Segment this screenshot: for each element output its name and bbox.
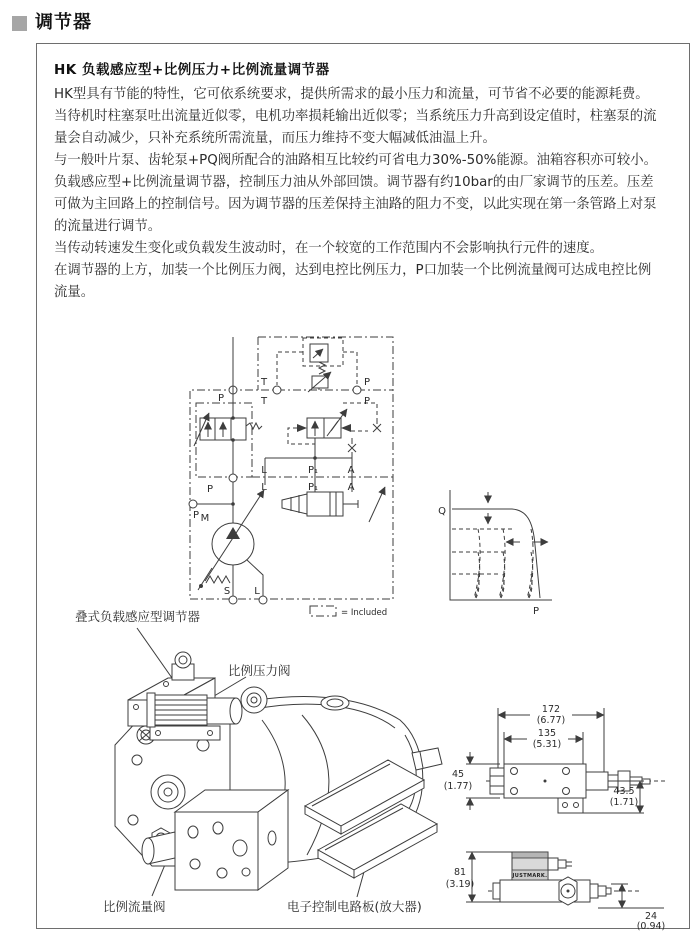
label-proportional-flow-valve: 比例流量阀 xyxy=(103,899,166,914)
pq-chart xyxy=(438,490,552,617)
dim-172-mm: 172 xyxy=(541,704,561,715)
port-label-S: S xyxy=(223,586,231,597)
dim-24-in: (0.94) xyxy=(636,921,666,932)
port-label-P1: P₁ xyxy=(307,482,319,493)
dimension-drawing-top xyxy=(444,704,668,813)
dim-45-in: (1.77) xyxy=(443,781,473,792)
port-label-T: T xyxy=(260,377,268,388)
port-label-PM: P xyxy=(192,510,200,521)
port-label-L: L xyxy=(254,586,260,597)
paragraph: 与一般叶片泵、齿轮泵+PQ阀所配合的油路相互比较约可省电力30%-50%能源。油箱容积亦可较小。 xyxy=(54,153,658,168)
label-amplifier-board: 电子控制电路板(放大器) xyxy=(287,899,422,914)
dim-172-in: (6.77) xyxy=(536,715,566,726)
pump-illustration xyxy=(115,652,442,890)
port-label-A: A xyxy=(347,482,355,493)
port-label-P1: P₁ xyxy=(307,465,319,476)
paragraph: HK型具有节能的特性，它可依系统要求，提供所需求的最小压力和流量，可节省不必要的能源耗费。当待机时柱塞泵吐出流量近似零，电机功率损耗输出近似零；当系统压力升高到设定值时，柱塞泵的流量会自动减少，只补充系统所需流量，而压力维持不变大幅减低油温上升。 xyxy=(54,87,657,146)
dimension-drawing-side xyxy=(446,852,666,932)
dim-81-in: (3.19) xyxy=(445,879,475,890)
label-proportional-pressure-valve: 比例压力阀 xyxy=(228,663,291,678)
chart-ylabel: Q xyxy=(438,506,446,517)
paragraph: 负载感应型+比例流量调节器，控制压力油从外部回馈。调节器有约10bar的由厂家调节的压差。压差可做为主回路上的控制信号。因为调节器的压差保持主油路的阻力不变，以此实现在第一条管路上对泵的流量进行调节。 xyxy=(54,175,657,234)
dim-45-mm: 45 xyxy=(451,769,465,780)
chart-xlabel: P xyxy=(532,606,540,617)
port-label-P: P xyxy=(363,377,371,388)
port-label-T: T xyxy=(260,396,268,407)
dim-135-in: (5.31) xyxy=(532,739,562,750)
port-label-L: L xyxy=(261,465,267,476)
dim-135-mm: 135 xyxy=(537,728,557,739)
brand-label: JUSTMARK. xyxy=(512,873,548,879)
page-title: 调节器 xyxy=(35,12,92,33)
port-label-P: P xyxy=(217,393,225,404)
dim-24-mm: 24 xyxy=(644,911,658,922)
port-label-A: A xyxy=(347,465,355,476)
port-label-P: P xyxy=(363,396,371,407)
port-label-P: P xyxy=(206,484,214,495)
dim-43.5-mm: 43.5 xyxy=(613,786,635,797)
paragraph: 当传动转速发生变化或负载发生波动时，在一个较宽的工作范围内不会影响执行元件的速度。 xyxy=(54,241,604,256)
dim-43.5-in: (1.71) xyxy=(609,797,639,808)
section-heading: HK 负载感应型+比例压力+比例流量调节器 xyxy=(54,62,330,78)
port-label-L: L xyxy=(261,482,267,493)
label-stacked-regulator: 叠式负载感应型调节器 xyxy=(75,609,201,624)
hydraulic-schematic xyxy=(189,337,393,618)
port-label-PM-sub: M xyxy=(200,513,210,524)
dim-81-mm: 81 xyxy=(453,867,467,878)
paragraph: 在调节器的上方，加装一个比例压力阀，达到电控比例压力，P口加装一个比例流量阀可达成电控比例流量。 xyxy=(54,263,652,300)
legend-included: = Included xyxy=(341,608,388,618)
